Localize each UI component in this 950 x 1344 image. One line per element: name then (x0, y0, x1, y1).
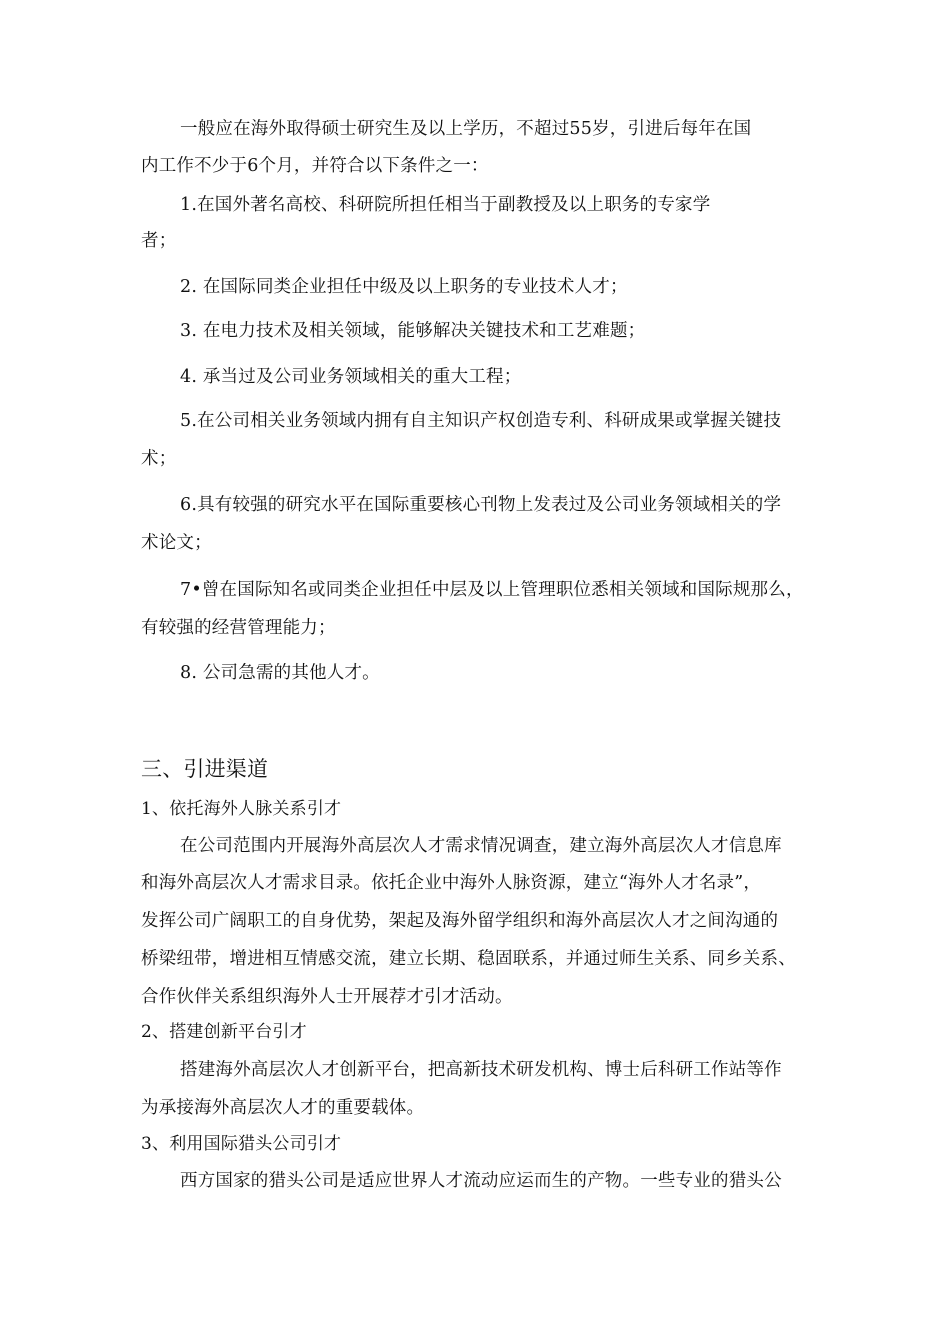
section-item-2-line-1: 搭建海外高层次人才创新平台，把高新技术研发机构、博士后科研工作站等作 (180, 1060, 782, 1080)
condition-5-line-2: 术； (141, 449, 177, 469)
section-heading: 三、引进渠道 (141, 757, 269, 781)
section-item-2-line-2: 为承接海外高层次人才的重要载体。 (141, 1098, 425, 1118)
condition-2: 2. 在国际同类企业担任中级及以上职务的专业技术人才； (180, 277, 628, 297)
condition-3: 3. 在电力技术及相关领域，能够解决关键技术和工艺难题； (180, 321, 646, 341)
section-item-1-title: 1、依托海外人脉关系引才 (141, 799, 342, 819)
condition-8: 8. 公司急需的其他人才。 (180, 663, 380, 683)
condition-4: 4. 承当过及公司业务领域相关的重大工程； (180, 367, 522, 387)
section-item-1-line-1: 在公司范围内开展海外高层次人才需求情况调查，建立海外高层次人才信息库 (180, 836, 782, 856)
section-item-3-line-1: 西方国家的猎头公司是适应世界人才流动应运而生的产物。一些专业的猎头公 (180, 1171, 782, 1191)
intro-line-2: 内工作不少于6个月，并符合以下条件之一： (141, 156, 489, 176)
section-item-1-line-4: 桥梁纽带，增进相互情感交流，建立长期、稳固联系，并通过师生关系、同乡关系、 (141, 949, 796, 969)
condition-1-line-2: 者； (141, 231, 177, 251)
section-item-1-line-3: 发挥公司广阔职工的自身优势，架起及海外留学组织和海外高层次人才之间沟通的 (141, 911, 779, 931)
condition-1-line-1: 1.在国外著名高校、科研院所担任相当于副教授及以上职务的专家学 (180, 195, 711, 215)
intro-line-1: 一般应在海外取得硕士研究生及以上学历，不超过55岁，引进后每年在国 (180, 119, 752, 139)
condition-7-line-1: 7•曾在国际知名或同类企业担任中层及以上管理职位悉相关领域和国际规那么， (180, 580, 804, 600)
condition-5-line-1: 5.在公司相关业务领域内拥有自主知识产权创造专利、科研成果或掌握关键技 (180, 411, 782, 431)
condition-6-line-1: 6.具有较强的研究水平在国际重要核心刊物上发表过及公司业务领域相关的学 (180, 495, 782, 515)
condition-7-line-2: 有较强的经营管理能力； (141, 618, 336, 638)
section-item-1-line-2: 和海外高层次人才需求目录。依托企业中海外人脉资源，建立“海外人才名录”， (141, 873, 762, 893)
section-item-2-title: 2、搭建创新平台引才 (141, 1022, 307, 1042)
section-item-3-title: 3、利用国际猎头公司引才 (141, 1134, 342, 1154)
condition-6-line-2: 术论文； (141, 533, 212, 553)
section-item-1-line-5: 合作伙伴关系组织海外人士开展荐才引才活动。 (141, 987, 513, 1007)
